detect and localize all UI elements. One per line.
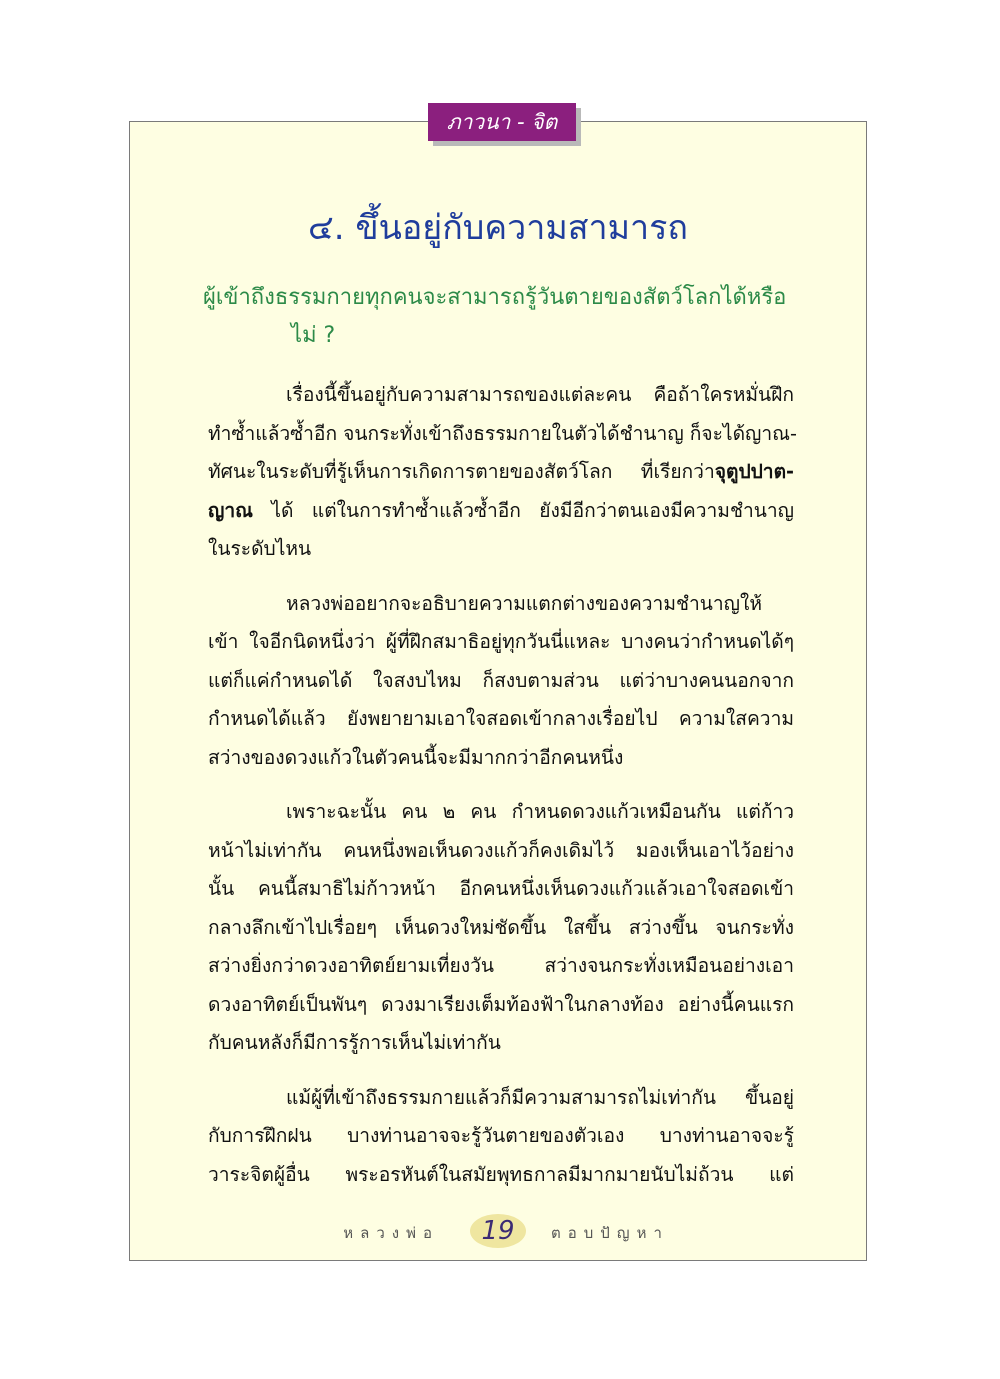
text-line: แต่ก็แค่กำหนดได้ ใจสงบไหม ก็สงบตามส่วน แต่ว่าบางคนนอกจาก	[208, 668, 794, 692]
question-line: ไม่ ?	[291, 323, 336, 348]
text-line: กลางลึกเข้าไปเรื่อยๆ เห็นดวงใหม่ชัดขึ้น ใสขึ้น สว่างขึ้น จนกระทั่ง	[208, 915, 794, 939]
text-line: เรื่องนี้ขึ้นอยู่กับความสามารถของแต่ละคน คือถ้าใครหมั่นฝึก	[286, 383, 794, 406]
text-line: ดวงอาทิตย์เป็นพันๆ ดวงมาเรียงเต็มท้องฟ้าในกลางท้อง อย่างนี้คนแรก	[208, 992, 794, 1016]
text-line: หน้าไม่เท่ากัน คนหนึ่งพอเห็นดวงแก้วก็คงเดิมไว้ มองเห็นเอาไว้อย่าง	[208, 838, 794, 862]
text-line: นั้น คนนี้สมาธิไม่ก้าวหน้า อีกคนหนึ่งเห็นดวงแก้วแล้วเอาใจสอดเข้า	[208, 877, 794, 900]
bold-term: ญาณ	[208, 498, 253, 522]
chapter-title: ๔. ขึ้นอยู่กับความสามารถ	[308, 208, 688, 248]
question-block	[203, 279, 803, 355]
text-line	[208, 492, 794, 531]
paragraph	[208, 793, 794, 1063]
text-segment: ได้ แต่ในการทำซ้ำแล้วซ้ำอีก ยังมีอีกว่าตนเองมีความชำนาญ	[271, 498, 794, 522]
text-line: กับการฝึกฝน บางท่านอาจจะรู้วันตายของตัวเอง บางท่านอาจจะรู้	[208, 1124, 794, 1147]
text-line: ในระดับไหน	[208, 537, 312, 560]
text-line: กำหนดได้แล้ว ยังพยายามเอาใจสอดเข้ากลางเรื่อยไป ความใสความ	[208, 707, 794, 730]
body-text	[208, 376, 797, 1210]
paragraph	[208, 376, 797, 569]
page-number: 19	[470, 1214, 526, 1248]
page-footer	[129, 1212, 867, 1252]
text-line: เข้า ใจอีกนิดหนึ่งว่า ผู้ที่ฝึกสมาธิอยู่ทุกวันนี่แหละ บางคนว่ากำหนดได้ๆ	[208, 630, 794, 653]
text-line: สว่างยิ่งกว่าดวงอาทิตย์ยามเที่ยงวัน สว่างจนกระทั่งเหมือนอย่างเอา	[208, 954, 794, 977]
text-line	[208, 453, 794, 492]
question-line: ผู้เข้าถึงธรรมกายทุกคนจะสามารถรู้วันตายของสัตว์โลกได้หรือ	[203, 285, 787, 310]
section-tab: ภาวนา - จิต	[428, 103, 576, 141]
bold-term: จุตูปปาต-	[714, 460, 794, 483]
text-segment: ทัศนะในระดับที่รู้เห็นการเกิดการตายของสัตว์โลก ที่เรียกว่า	[208, 460, 715, 483]
footer-book-title-left: หลวงพ่อ	[343, 1224, 439, 1242]
text-line: ทำซ้ำแล้วซ้ำอีก จนกระทั่งเข้าถึงธรรมกายในตัวได้ชำนาญ ก็จะได้ญาณ-	[208, 421, 797, 445]
text-line: เพราะฉะนั้น คน ๒ คน กำหนดดวงแก้วเหมือนกัน แต่ก้าว	[286, 800, 794, 823]
text-line: แม้ผู้ที่เข้าถึงธรรมกายแล้วก็มีความสามารถไม่เท่ากัน ขึ้นอยู่	[286, 1085, 794, 1109]
text-line: หลวงพ่ออยากจะอธิบายความแตกต่างของความชำนาญให้	[286, 591, 763, 615]
paragraph	[208, 1079, 794, 1195]
footer-book-title-right: ตอบปัญหา	[551, 1224, 669, 1242]
text-line: กับคนหลังก็มีการรู้การเห็นไม่เท่ากัน	[208, 1031, 501, 1054]
text-line: วาระจิตผู้อื่น พระอรหันต์ในสมัยพุทธกาลมีมากมายนับไม่ถ้วน แต่	[208, 1162, 794, 1186]
paragraph	[208, 585, 794, 778]
text-line: สว่างของดวงแก้วในตัวคนนี้จะมีมากกว่าอีกคนหนึ่ง	[208, 745, 624, 769]
